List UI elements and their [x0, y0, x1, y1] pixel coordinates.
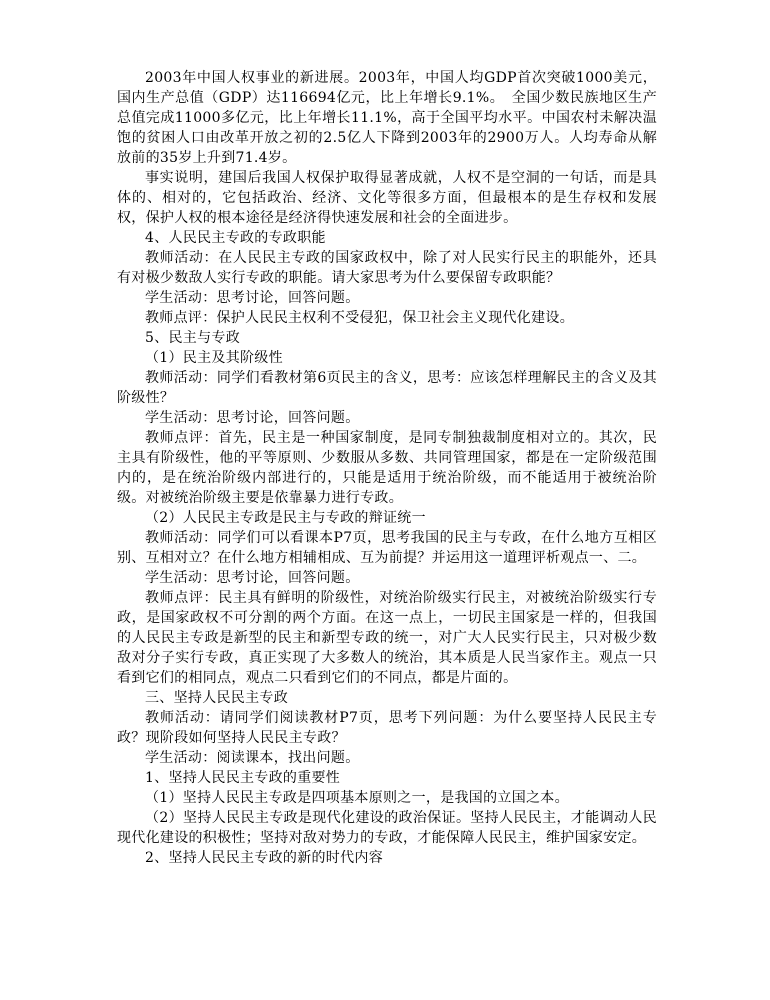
paragraph-facts-conclusion: 事实说明，建国后我国人权保护取得显著成就，人权不是空洞的一句话，而是具体的、相对的，它包括政治、经济、文化等很多方面，但最根本的是生存权和发展权，保护人权的根本途径是经济得快速发展和社会的全面进步。	[117, 170, 657, 226]
heading-new-era-content: 2、坚持人民民主专政的新的时代内容	[145, 850, 384, 866]
document-body	[117, 68, 657, 868]
subheading-democracy-class-nature: （1）民主及其阶级性	[145, 350, 283, 366]
paragraph-teacher-comment: 教师点评：保护人民民主权利不受侵犯，保卫社会主义现代化建设。	[145, 310, 574, 326]
paragraph-teacher-activity: 教师活动：在人民民主专政的国家政权中，除了对人民实行民主的职能外，还具有对极少数敌人实行专政的职能。请大家思考为什么要保留专政职能？	[117, 250, 657, 286]
paragraph-teacher-activity: 教师活动：请同学们阅读教材P7页，思考下列问题：为什么要坚持人民民主专政？现阶段如何坚持人民民主专政？	[117, 710, 657, 746]
paragraph-teacher-comment: 教师点评：民主具有鲜明的阶级性，对统治阶级实行民主，对被统治阶级实行专政，是国家政权不可分割的两个方面。在这一点上，一切民主国家是一样的，但我国的人民民主专政是新型的民主和新型专政的统一，对广大人民实行民主，只对极少数敌对分子实行专政，真正实现了大多数人的统治，其本质是人民当家作主。观点一只看到它们的相同点，观点二只看到它们的不同点，都是片面的。	[117, 590, 657, 686]
heading-democracy-and-dictatorship: 5、民主与专政	[145, 330, 241, 346]
paragraph-student-activity: 学生活动：思考讨论，回答问题。	[145, 570, 360, 586]
paragraph-student-activity: 学生活动：阅读课本，找出问题。	[145, 750, 360, 766]
heading-uphold-dictatorship: 三、坚持人民民主专政	[145, 690, 288, 706]
list-item-political-guarantee: （2）坚持人民民主专政是现代化建设的政治保证。坚持人民民主，才能调动人民现代化建设的积极性；坚持对敌对势力的专政，才能保障人民民主，维护国家安定。	[117, 810, 657, 846]
paragraph-teacher-activity: 教师活动：同学们可以看课本P7页，思考我国的民主与专政，在什么地方互相区别、互相对立？在什么地方相辅相成、互为前提？并运用这一道理评析观点一、二。	[117, 530, 657, 566]
paragraph-teacher-activity: 教师活动：同学们看教材第6页民主的含义，思考：应该怎样理解民主的含义及其阶级性？	[117, 370, 657, 406]
subheading-dialectical-unity: （2）人民民主专政是民主与专政的辩证统一	[145, 510, 426, 526]
paragraph-human-rights-progress: 2003年中国人权事业的新进展。2003年，中国人均GDP首次突破1000美元，国内生产总值（GDP）达116694亿元，比上年增长9.1%。 全国少数民族地区生产总值完成11000多亿元，比上年增长11.1%，高于全国平均水平。中国农村未解决温饱的贫困人口由改革开放之初的2.5亿人下降到2003年的2900万人。人均寿命从解放前的35岁上升到71.4岁。	[117, 70, 657, 166]
list-item-principle: （1）坚持人民民主专政是四项基本原则之一，是我国的立国之本。	[145, 790, 569, 806]
paragraph-teacher-comment: 教师点评：首先，民主是一种国家制度，是同专制独裁制度相对立的。其次，民主具有阶级性，他的平等原则、少数服从多数、共同管理国家，都是在一定阶级范围内的，是在统治阶级内部进行的，只能是适用于统治阶级，而不能适用于被统治阶级。对被统治阶级主要是依靠暴力进行专政。	[117, 430, 657, 506]
paragraph-student-activity: 学生活动：思考讨论，回答问题。	[145, 410, 360, 426]
heading-dictatorship-function: 4、人民民主专政的专政职能	[145, 230, 326, 246]
paragraph-student-activity: 学生活动：思考讨论，回答问题。	[145, 290, 360, 306]
heading-importance: 1、坚持人民民主专政的重要性	[145, 770, 341, 786]
